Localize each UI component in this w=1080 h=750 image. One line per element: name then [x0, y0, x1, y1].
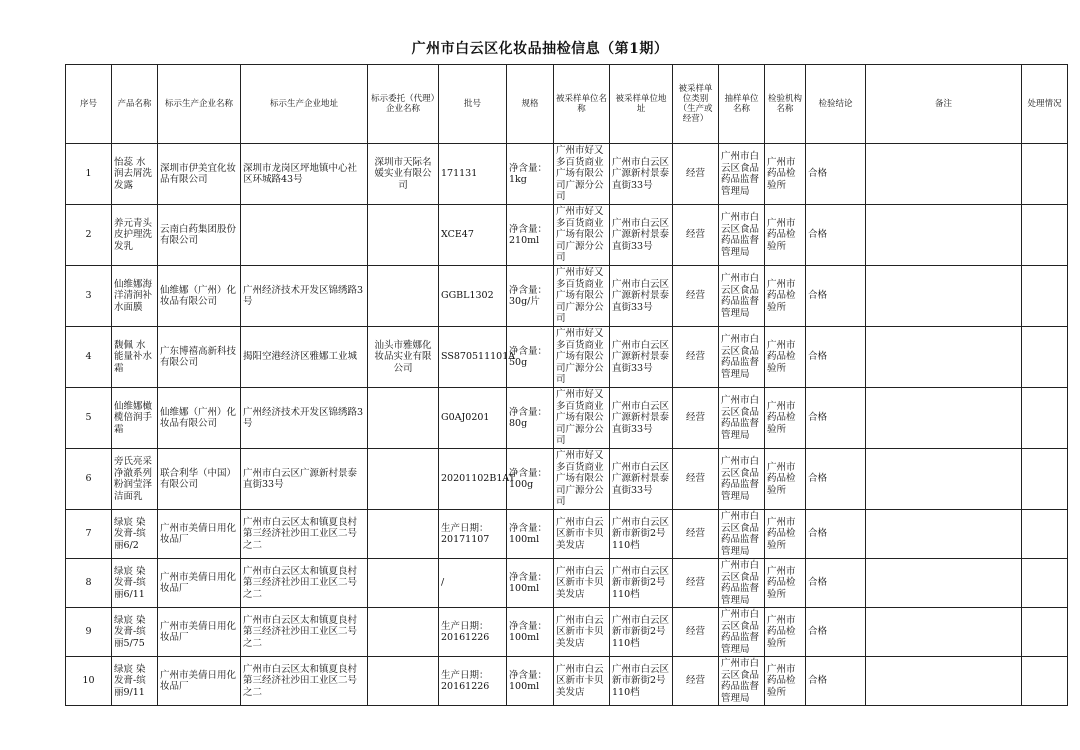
cell-agent — [368, 205, 439, 266]
header-row — [66, 65, 1068, 144]
cell-sampler: 广州市白云区食品药品监督管理局 — [719, 327, 765, 388]
cell-category: 经营 — [673, 205, 719, 266]
cell-sampler: 广州市白云区食品药品监督管理局 — [719, 388, 765, 449]
cell-address — [241, 205, 368, 266]
cell-no: 5 — [66, 388, 112, 449]
cell-lab: 广州市药品检验所 — [765, 388, 806, 449]
cell-note — [866, 449, 1022, 510]
cell-sampled-address: 广州市白云区新市新街2号110档 — [610, 608, 673, 657]
table-row — [66, 608, 1068, 657]
table-row — [66, 657, 1068, 706]
cell-category: 经营 — [673, 657, 719, 706]
cell-sampled: 广州市白云区新市卡贝美发店 — [554, 559, 610, 608]
header-cell-product: 产品名称 — [112, 65, 158, 144]
cell-result: 合格 — [806, 327, 866, 388]
cell-category: 经营 — [673, 449, 719, 510]
cell-sampled-address: 广州市白云区广源新村景泰直街33号 — [610, 266, 673, 327]
cell-address: 广州市白云区太和镇夏良村第三经济社沙田工业区二号之二 — [241, 510, 368, 559]
header-cell-result: 检验结论 — [806, 65, 866, 144]
table-body — [66, 144, 1068, 706]
cell-sampled: 广州市好又多百货商业广场有限公司广源分公司 — [554, 388, 610, 449]
cell-no: 8 — [66, 559, 112, 608]
cell-no: 2 — [66, 205, 112, 266]
header-cell-sampler: 抽样单位名称 — [719, 65, 765, 144]
cell-note — [866, 657, 1022, 706]
cell-category: 经营 — [673, 510, 719, 559]
cell-product: 怡蕊 水润去屑洗发露 — [112, 144, 158, 205]
cell-batch: 生产日期：20161226 — [439, 608, 507, 657]
cell-no: 4 — [66, 327, 112, 388]
cell-product: 绿宸 染发膏-缤丽5/75 — [112, 608, 158, 657]
cell-handling — [1022, 449, 1068, 510]
cell-sampler: 广州市白云区食品药品监督管理局 — [719, 657, 765, 706]
cell-note — [866, 608, 1022, 657]
header-cell-note: 备注 — [866, 65, 1022, 144]
cell-sampler: 广州市白云区食品药品监督管理局 — [719, 449, 765, 510]
cell-batch: G0AJ0201 — [439, 388, 507, 449]
cell-maker: 广州市美倩日用化妆品厂 — [158, 559, 241, 608]
cell-result: 合格 — [806, 388, 866, 449]
cell-result: 合格 — [806, 559, 866, 608]
cell-address: 深圳市龙岗区坪地镇中心社区环城路43号 — [241, 144, 368, 205]
cell-spec: 净含量：100ml — [507, 657, 554, 706]
cell-maker: 联合利华（中国）有限公司 — [158, 449, 241, 510]
cell-product: 旁氏亮采净澈系列粉润莹泽洁面乳 — [112, 449, 158, 510]
cell-batch: 生产日期：20161226 — [439, 657, 507, 706]
cell-result: 合格 — [806, 144, 866, 205]
cell-note — [866, 205, 1022, 266]
cell-sampled: 广州市白云区新市卡贝美发店 — [554, 608, 610, 657]
cell-batch: / — [439, 559, 507, 608]
cell-lab: 广州市药品检验所 — [765, 559, 806, 608]
header-cell-sampled: 被采样单位名称 — [554, 65, 610, 144]
cell-lab: 广州市药品检验所 — [765, 205, 806, 266]
cell-sampled: 广州市好又多百货商业广场有限公司广源分公司 — [554, 205, 610, 266]
cell-note — [866, 388, 1022, 449]
cell-sampled: 广州市好又多百货商业广场有限公司广源分公司 — [554, 266, 610, 327]
cell-batch: GGBL1302 — [439, 266, 507, 327]
cell-handling — [1022, 327, 1068, 388]
cell-sampled-address: 广州市白云区广源新村景泰直街33号 — [610, 449, 673, 510]
cell-maker: 仙维娜（广州）化妆品有限公司 — [158, 388, 241, 449]
cell-result: 合格 — [806, 205, 866, 266]
cell-handling — [1022, 388, 1068, 449]
cell-spec: 净含量：100ml — [507, 510, 554, 559]
cell-sampled: 广州市好又多百货商业广场有限公司广源分公司 — [554, 327, 610, 388]
cell-agent — [368, 449, 439, 510]
header-cell-spec: 规格 — [507, 65, 554, 144]
cell-spec: 净含量：30g/片 — [507, 266, 554, 327]
cell-no: 9 — [66, 608, 112, 657]
cell-maker: 广州市美倩日用化妆品厂 — [158, 510, 241, 559]
cell-lab: 广州市药品检验所 — [765, 608, 806, 657]
cell-agent: 深圳市天际名媛实业有限公司 — [368, 144, 439, 205]
cell-result: 合格 — [806, 510, 866, 559]
cell-sampler: 广州市白云区食品药品监督管理局 — [719, 205, 765, 266]
cell-batch: XCE47 — [439, 205, 507, 266]
cell-agent: 汕头市雅娜化妆品实业有限公司 — [368, 327, 439, 388]
table-row — [66, 388, 1068, 449]
cell-category: 经营 — [673, 144, 719, 205]
cell-no: 3 — [66, 266, 112, 327]
cell-batch: SS870511101A — [439, 327, 507, 388]
cell-sampled-address: 广州市白云区广源新村景泰直街33号 — [610, 144, 673, 205]
cell-lab: 广州市药品检验所 — [765, 449, 806, 510]
cell-maker: 仙维娜（广州）化妆品有限公司 — [158, 266, 241, 327]
cell-spec: 净含量：100ml — [507, 608, 554, 657]
cell-sampled: 广州市白云区新市卡贝美发店 — [554, 657, 610, 706]
cell-agent — [368, 510, 439, 559]
cell-sampled: 广州市好又多百货商业广场有限公司广源分公司 — [554, 144, 610, 205]
cell-sampler: 广州市白云区食品药品监督管理局 — [719, 266, 765, 327]
cell-spec: 净含量：1kg — [507, 144, 554, 205]
cell-handling — [1022, 559, 1068, 608]
header-cell-category: 被采样单位类别（生产或经营） — [673, 65, 719, 144]
cell-sampler: 广州市白云区食品药品监督管理局 — [719, 608, 765, 657]
table-row — [66, 266, 1068, 327]
cell-handling — [1022, 510, 1068, 559]
cell-address: 广州市白云区广源新村景泰直街33号 — [241, 449, 368, 510]
cell-batch: 171131 — [439, 144, 507, 205]
cell-category: 经营 — [673, 266, 719, 327]
cell-maker: 广州市美倩日用化妆品厂 — [158, 608, 241, 657]
cell-agent — [368, 266, 439, 327]
cell-sampled-address: 广州市白云区广源新村景泰直街33号 — [610, 327, 673, 388]
cell-category: 经营 — [673, 327, 719, 388]
cell-no: 6 — [66, 449, 112, 510]
cell-address: 揭阳空港经济区雅娜工业城 — [241, 327, 368, 388]
cell-product: 养元青头皮护理洗发乳 — [112, 205, 158, 266]
cell-handling — [1022, 657, 1068, 706]
page-title: 广州市白云区化妆品抽检信息（第1期） — [411, 41, 669, 57]
cell-no: 7 — [66, 510, 112, 559]
cell-agent — [368, 657, 439, 706]
table-row — [66, 327, 1068, 388]
cell-result: 合格 — [806, 266, 866, 327]
cell-note — [866, 559, 1022, 608]
inspection-table — [65, 64, 1068, 706]
cell-batch: 生产日期：20171107 — [439, 510, 507, 559]
header-cell-no: 序号 — [66, 65, 112, 144]
cell-sampler: 广州市白云区食品药品监督管理局 — [719, 144, 765, 205]
cell-note — [866, 266, 1022, 327]
table-row — [66, 559, 1068, 608]
cell-note — [866, 327, 1022, 388]
cell-sampler: 广州市白云区食品药品监督管理局 — [719, 510, 765, 559]
cell-no: 1 — [66, 144, 112, 205]
header-cell-agent: 标示委托（代理）企业名称 — [368, 65, 439, 144]
cell-sampled-address: 广州市白云区广源新村景泰直街33号 — [610, 205, 673, 266]
cell-maker: 广州市美倩日用化妆品厂 — [158, 657, 241, 706]
cell-sampler: 广州市白云区食品药品监督管理局 — [719, 559, 765, 608]
cell-note — [866, 510, 1022, 559]
cell-agent — [368, 559, 439, 608]
cell-agent — [368, 388, 439, 449]
cell-address: 广州市白云区太和镇夏良村第三经济社沙田工业区二号之二 — [241, 559, 368, 608]
cell-category: 经营 — [673, 608, 719, 657]
cell-category: 经营 — [673, 559, 719, 608]
cell-lab: 广州市药品检验所 — [765, 327, 806, 388]
cell-spec: 净含量：100ml — [507, 559, 554, 608]
cell-maker: 广东博禧高新科技有限公司 — [158, 327, 241, 388]
cell-address: 广州经济技术开发区锦绣路3号 — [241, 266, 368, 327]
cell-product: 仙维娜海洋清润补水面膜 — [112, 266, 158, 327]
cell-address: 广州市白云区太和镇夏良村第三经济社沙田工业区二号之二 — [241, 608, 368, 657]
cell-spec: 净含量：210ml — [507, 205, 554, 266]
cell-lab: 广州市药品检验所 — [765, 657, 806, 706]
cell-lab: 广州市药品检验所 — [765, 510, 806, 559]
table-row — [66, 205, 1068, 266]
cell-spec: 净含量：80g — [507, 388, 554, 449]
cell-handling — [1022, 608, 1068, 657]
cell-maker: 深圳市伊美宜化妆品有限公司 — [158, 144, 241, 205]
table-row — [66, 510, 1068, 559]
header-cell-batch: 批号 — [439, 65, 507, 144]
cell-no: 10 — [66, 657, 112, 706]
cell-handling — [1022, 144, 1068, 205]
cell-product: 馥佩 水能量补水霜 — [112, 327, 158, 388]
cell-result: 合格 — [806, 608, 866, 657]
cell-address: 广州经济技术开发区锦绣路3号 — [241, 388, 368, 449]
cell-spec: 净含量：50g — [507, 327, 554, 388]
cell-sampled-address: 广州市白云区新市新街2号110档 — [610, 657, 673, 706]
cell-batch: 20201102B1AT — [439, 449, 507, 510]
cell-sampled-address: 广州市白云区新市新街2号110档 — [610, 559, 673, 608]
header-cell-address: 标示生产企业地址 — [241, 65, 368, 144]
table-row — [66, 449, 1068, 510]
header-cell-lab: 检验机构名称 — [765, 65, 806, 144]
cell-lab: 广州市药品检验所 — [765, 266, 806, 327]
cell-agent — [368, 608, 439, 657]
cell-spec: 净含量：100g — [507, 449, 554, 510]
cell-product: 绿宸 染发膏-缤丽6/11 — [112, 559, 158, 608]
header-cell-sampled-address: 被采样单位地址 — [610, 65, 673, 144]
cell-product: 绿宸 染发膏-缤丽6/2 — [112, 510, 158, 559]
cell-lab: 广州市药品检验所 — [765, 144, 806, 205]
cell-sampled: 广州市好又多百货商业广场有限公司广源分公司 — [554, 449, 610, 510]
cell-sampled-address: 广州市白云区广源新村景泰直街33号 — [610, 388, 673, 449]
header-cell-maker: 标示生产企业名称 — [158, 65, 241, 144]
cell-sampled-address: 广州市白云区新市新街2号110档 — [610, 510, 673, 559]
header-cell-handling: 处理情况 — [1022, 65, 1068, 144]
cell-result: 合格 — [806, 657, 866, 706]
cell-product: 仙维娜橄榄倍润手霜 — [112, 388, 158, 449]
cell-handling — [1022, 266, 1068, 327]
cell-category: 经营 — [673, 388, 719, 449]
table-row — [66, 144, 1068, 205]
cell-note — [866, 144, 1022, 205]
cell-handling — [1022, 205, 1068, 266]
cell-maker: 云南白药集团股份有限公司 — [158, 205, 241, 266]
cell-sampled: 广州市白云区新市卡贝美发店 — [554, 510, 610, 559]
cell-result: 合格 — [806, 449, 866, 510]
cell-address: 广州市白云区太和镇夏良村第三经济社沙田工业区二号之二 — [241, 657, 368, 706]
cell-product: 绿宸 染发膏-缤丽9/11 — [112, 657, 158, 706]
